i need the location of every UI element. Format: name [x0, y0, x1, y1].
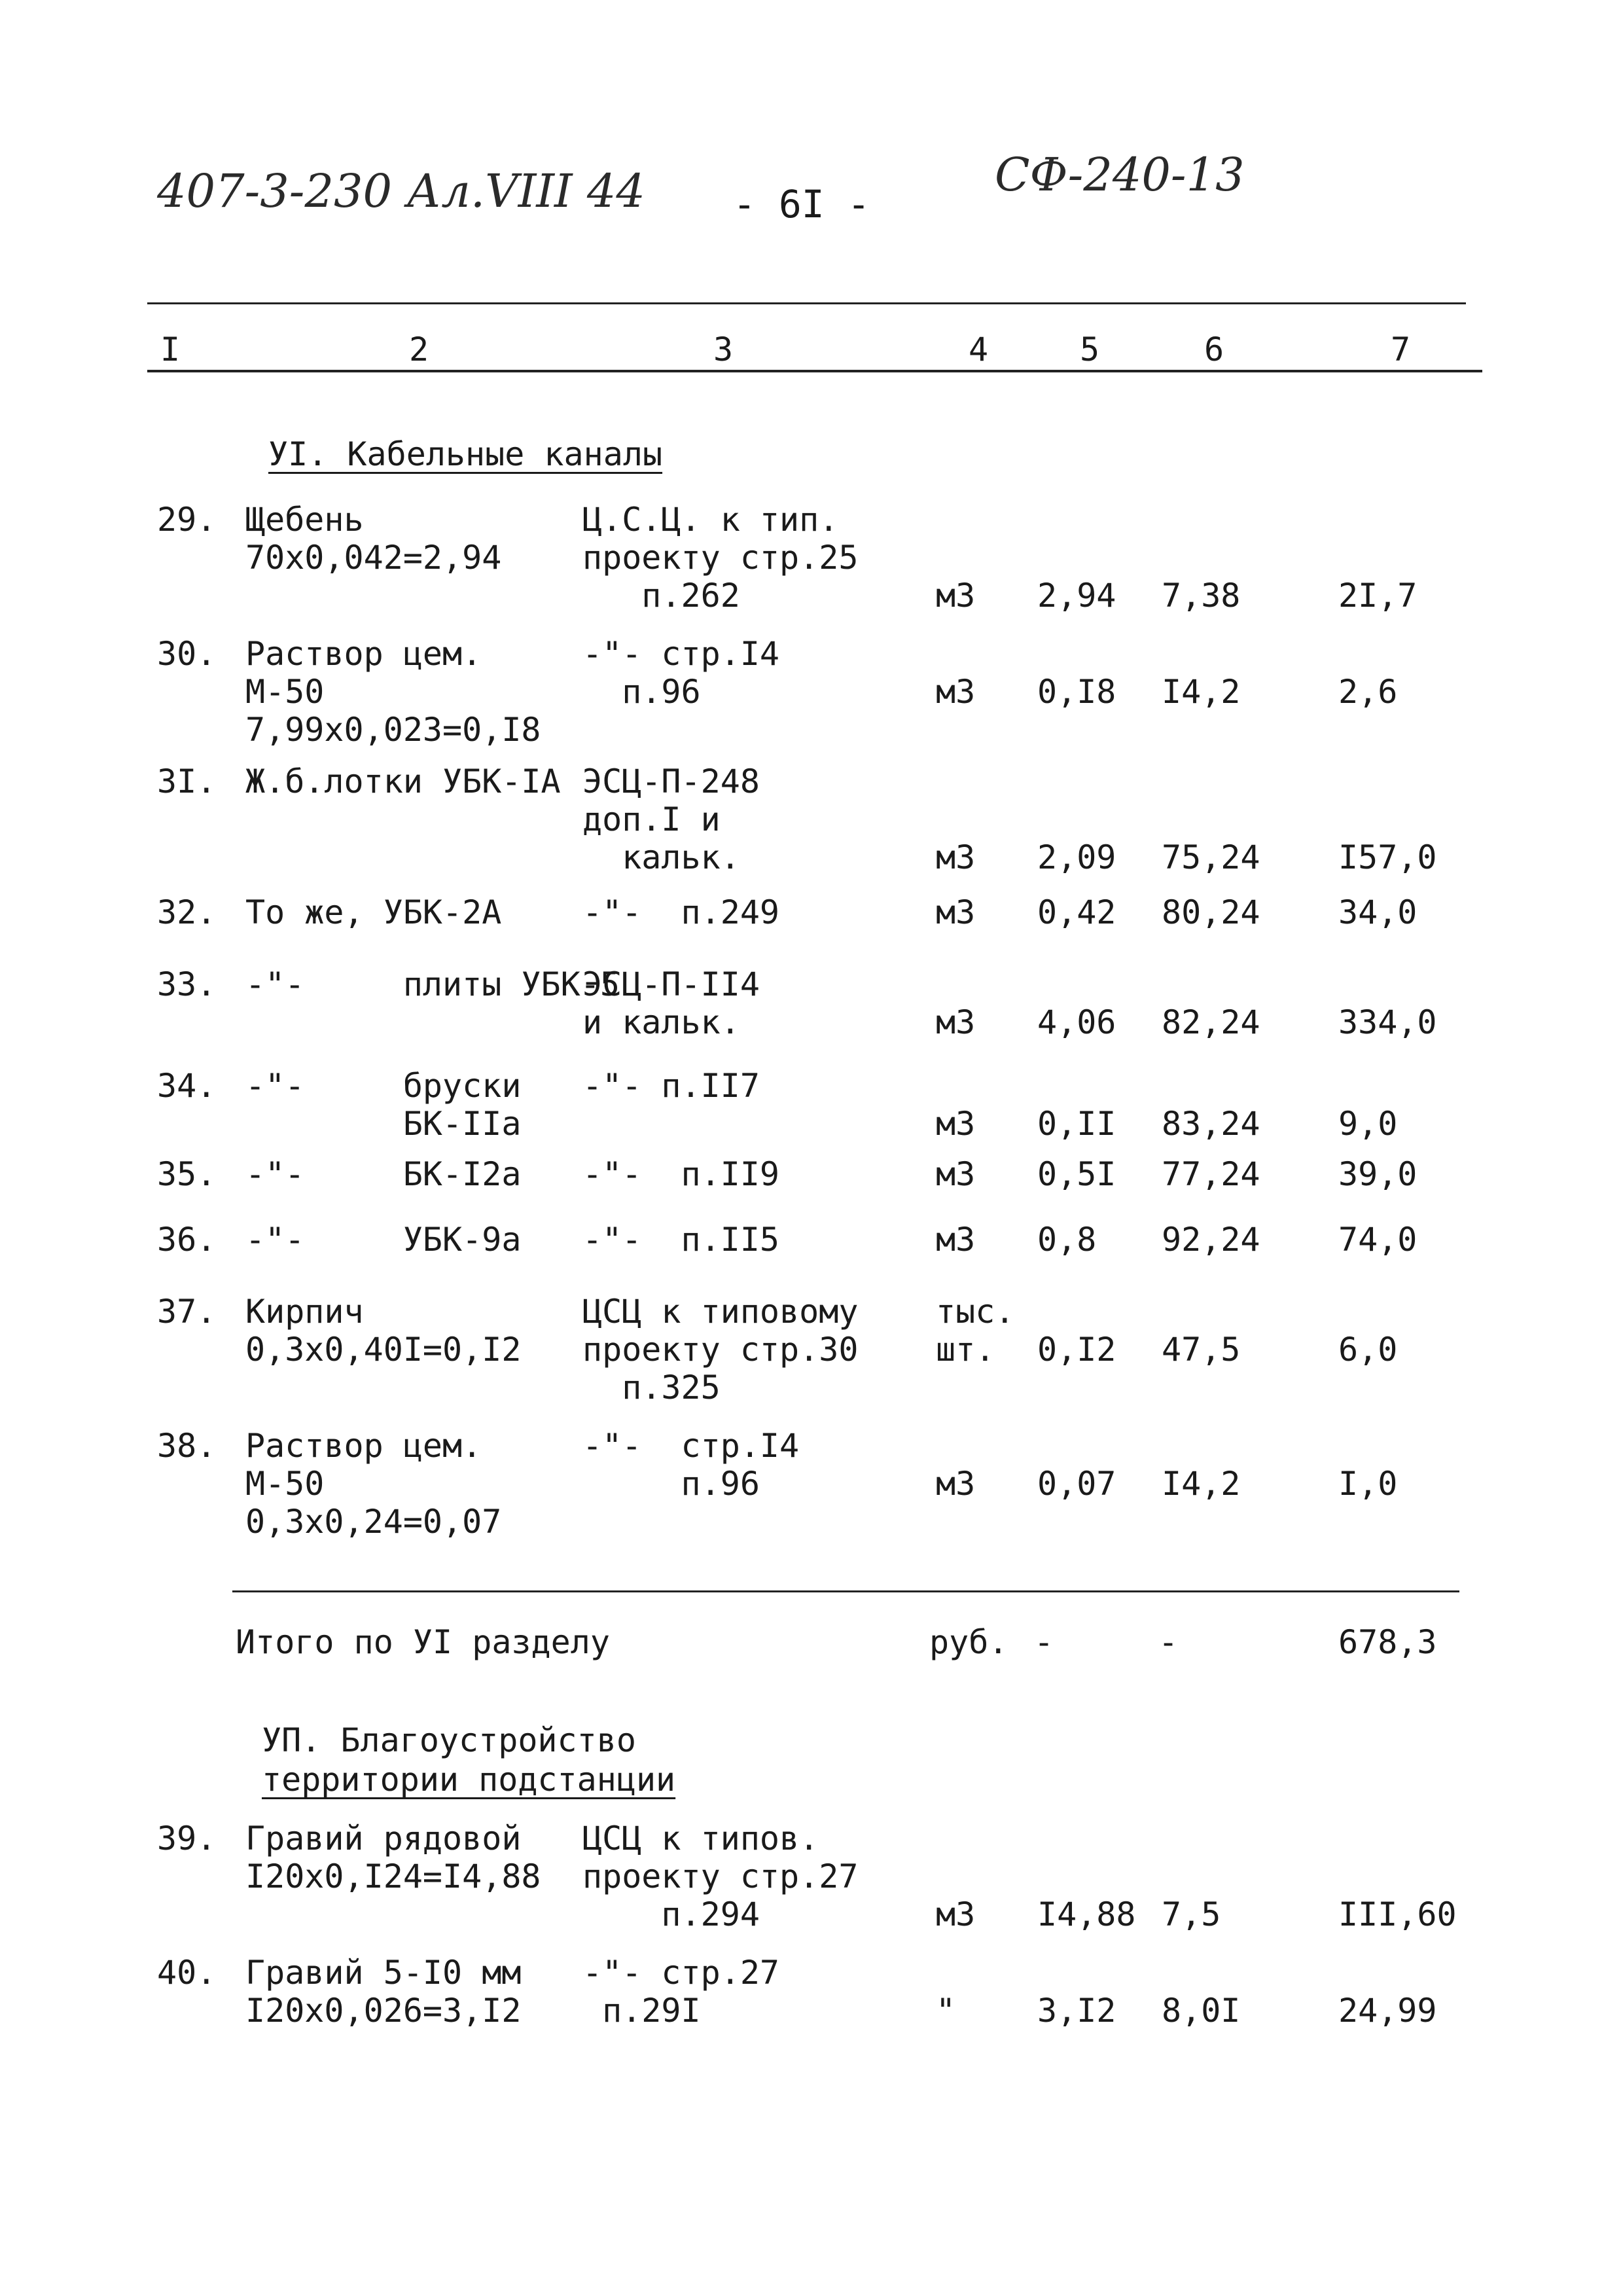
item-name: -"- плиты УБК-5: [245, 965, 620, 1003]
top-rule: [147, 302, 1466, 304]
item-quantity: 0,5I: [1037, 1155, 1116, 1193]
item-total: 24,99: [1338, 1992, 1437, 2030]
subtotal-unit: руб.: [929, 1623, 1008, 1661]
item-number: 32.: [157, 893, 217, 931]
item-unit-price: 8,0I: [1162, 1992, 1241, 2030]
document-code: 407-3-230 Ал.VIII 44: [157, 164, 645, 218]
item-name: Ж.б.лотки УБК-IА: [245, 762, 561, 800]
item-total: 34,0: [1338, 893, 1418, 931]
item-name: Гравий 5-I0 мм I20х0,026=3,I2: [245, 1954, 522, 2030]
item-total: 2I,7: [1338, 577, 1418, 615]
item-unit-price: 83,24: [1162, 1105, 1260, 1143]
item-quantity: 4,06: [1037, 1003, 1116, 1041]
item-name: -"- бруски БК-IIа: [245, 1067, 522, 1143]
item-reference: -"- п.II9: [582, 1155, 780, 1193]
item-number: 33.: [157, 965, 217, 1003]
subtotal-price: -: [1158, 1623, 1179, 1661]
item-quantity: 0,42: [1037, 893, 1116, 931]
item-unit: ": [936, 1992, 956, 2030]
item-total: I57,0: [1338, 838, 1437, 876]
item-reference: ЦСЦ к типов. проекту стр.27 п.294: [582, 1820, 859, 1933]
item-reference: -"- стр.27 п.29I: [582, 1954, 780, 2030]
item-number: 34.: [157, 1067, 217, 1105]
item-quantity: 0,I8: [1037, 673, 1116, 711]
item-unit-price: 82,24: [1162, 1003, 1260, 1041]
item-number: 36.: [157, 1221, 217, 1259]
item-total: III,60: [1338, 1895, 1457, 1933]
column-header-7: 7: [1391, 331, 1411, 368]
item-number: 29.: [157, 501, 217, 539]
item-quantity: 0,II: [1037, 1105, 1116, 1143]
column-header-2: 2: [409, 331, 429, 368]
item-unit: м3: [936, 893, 976, 931]
column-header-5: 5: [1080, 331, 1100, 368]
item-name: Раствор цем. М-50 0,3х0,24=0,07: [245, 1427, 502, 1541]
item-unit-price: 77,24: [1162, 1155, 1260, 1193]
item-number: 30.: [157, 635, 217, 673]
item-unit-price: 92,24: [1162, 1221, 1260, 1259]
item-total: 6,0: [1338, 1331, 1398, 1369]
item-unit: м3: [936, 1895, 976, 1933]
item-total: 39,0: [1338, 1155, 1418, 1193]
item-unit: тыс. шт.: [936, 1293, 1015, 1369]
item-unit-price: 47,5: [1162, 1331, 1241, 1369]
item-reference: -"- п.249: [582, 893, 780, 931]
item-unit: м3: [936, 838, 976, 876]
item-name: -"- УБК-9а: [245, 1221, 522, 1259]
item-reference: ЦСЦ к типовому проекту стр.30 п.325: [582, 1293, 859, 1407]
item-reference: ЭСЦ-П-248 доп.I и кальк.: [582, 762, 760, 876]
item-reference: -"- п.II5: [582, 1221, 780, 1259]
item-unit-price: 7,38: [1162, 577, 1241, 615]
section-title-line2: территории подстанции: [262, 1761, 676, 1799]
item-unit-price: 7,5: [1162, 1895, 1221, 1933]
item-reference: -"- стр.I4 п.96: [582, 635, 780, 711]
item-unit-price: I4,2: [1162, 673, 1241, 711]
item-total: 74,0: [1338, 1221, 1418, 1259]
section-title-line1: УП. Благоустройство: [262, 1721, 636, 1759]
item-unit-price: 75,24: [1162, 838, 1260, 876]
column-header-3: 3: [713, 331, 734, 368]
subtotal-rule: [232, 1590, 1459, 1592]
item-unit: м3: [936, 1155, 976, 1193]
item-reference: Ц.С.Ц. к тип. проекту стр.25 п.262: [582, 501, 859, 615]
subtotal-qty: -: [1034, 1623, 1054, 1661]
item-quantity: 0,07: [1037, 1465, 1116, 1503]
item-quantity: 3,I2: [1037, 1992, 1116, 2030]
archive-stamp: СФ-240-13: [995, 148, 1245, 202]
item-reference: ЭСЦ-П-II4 и кальк.: [582, 965, 760, 1041]
item-number: 39.: [157, 1820, 217, 1857]
item-name: То же, УБК-2А: [245, 893, 502, 931]
item-name: Раствор цем. М-50 7,99х0,023=0,I8: [245, 635, 541, 749]
item-number: 37.: [157, 1293, 217, 1331]
item-name: Гравий рядовой I20х0,I24=I4,88: [245, 1820, 541, 1895]
item-reference: -"- стр.I4 п.96: [582, 1427, 800, 1503]
column-header-1: I: [160, 331, 181, 368]
item-name: -"- БК-I2а: [245, 1155, 522, 1193]
item-number: 38.: [157, 1427, 217, 1465]
item-total: 9,0: [1338, 1105, 1398, 1143]
item-quantity: 0,8: [1037, 1221, 1097, 1259]
item-total: 2,6: [1338, 673, 1398, 711]
item-name: Щебень 70х0,042=2,94: [245, 501, 502, 577]
item-unit: м3: [936, 1465, 976, 1503]
item-name: Кирпич 0,3х0,40I=0,I2: [245, 1293, 522, 1369]
item-unit: м3: [936, 577, 976, 615]
subtotal-total: 678,3: [1338, 1623, 1437, 1661]
item-total: 334,0: [1338, 1003, 1437, 1041]
item-number: 40.: [157, 1954, 217, 1992]
item-total: I,0: [1338, 1465, 1398, 1503]
item-unit: м3: [936, 673, 976, 711]
subtotal-label: Итого по УI разделу: [236, 1623, 610, 1661]
item-unit-price: 80,24: [1162, 893, 1260, 931]
item-unit-price: I4,2: [1162, 1465, 1241, 1503]
column-header-6: 6: [1204, 331, 1224, 368]
item-quantity: 0,I2: [1037, 1331, 1116, 1369]
item-quantity: I4,88: [1037, 1895, 1136, 1933]
item-unit: м3: [936, 1105, 976, 1143]
item-unit: м3: [936, 1221, 976, 1259]
header-rule: [147, 370, 1482, 372]
item-reference: -"- п.II7: [582, 1067, 760, 1105]
page-number: - 6I -: [733, 182, 870, 226]
item-quantity: 2,94: [1037, 577, 1116, 615]
item-quantity: 2,09: [1037, 838, 1116, 876]
item-number: 3I.: [157, 762, 217, 800]
item-unit: м3: [936, 1003, 976, 1041]
column-header-4: 4: [969, 331, 989, 368]
section-title: УI. Кабельные каналы: [268, 435, 663, 473]
item-number: 35.: [157, 1155, 217, 1193]
